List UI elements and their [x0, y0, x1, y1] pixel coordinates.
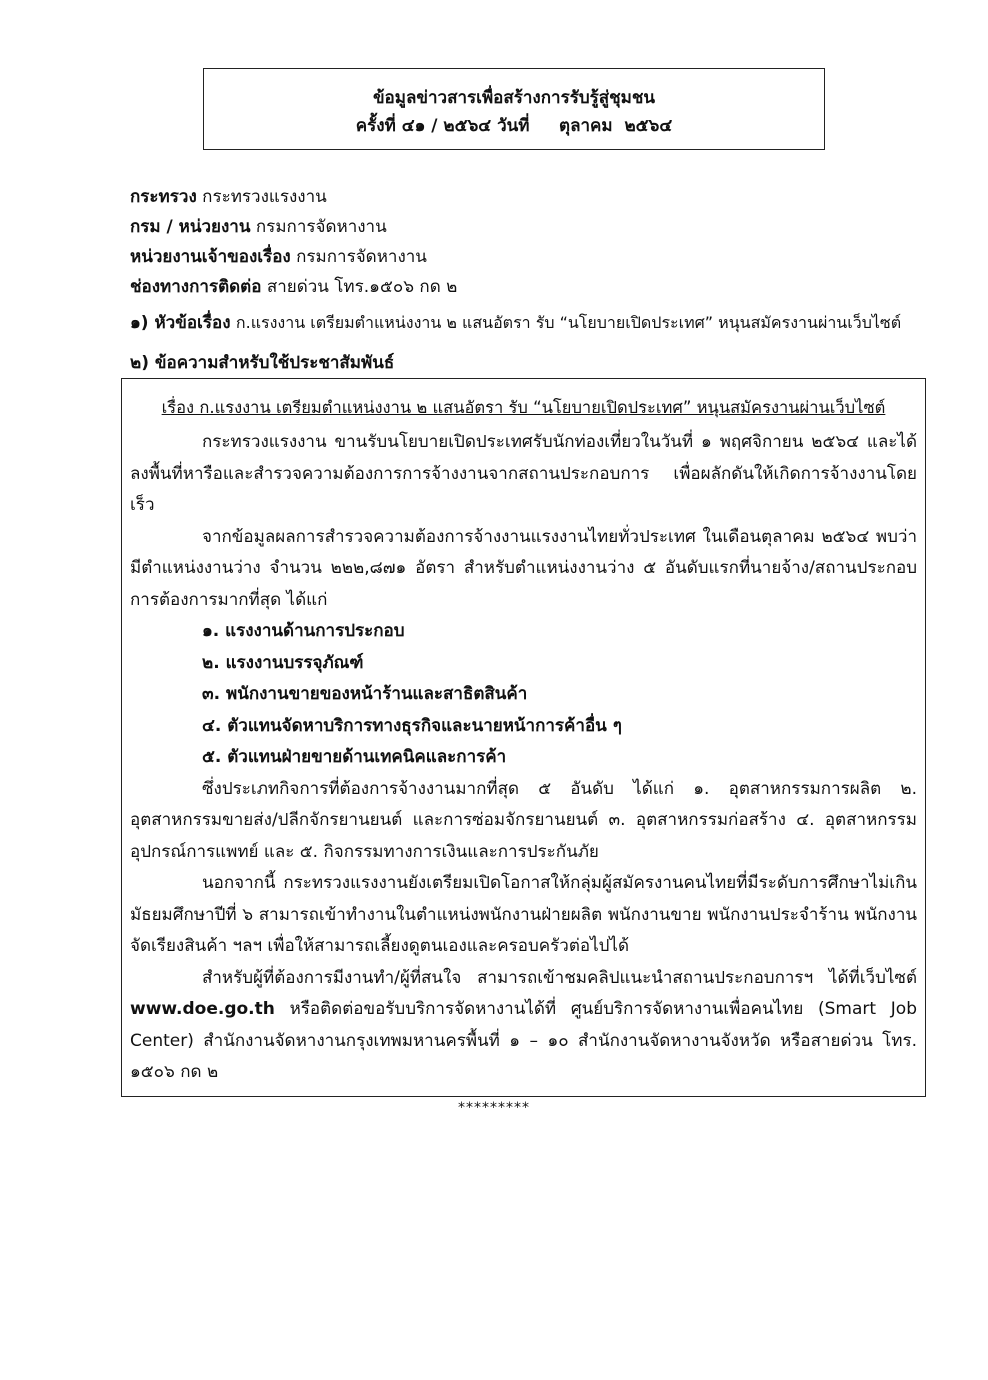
header-issue: ครั้งที่ ๔๑ / ๒๕๖๔ วันที่ ตุลาคม ๒๕๖๔: [355, 116, 673, 136]
list-item: ๓. พนักงานขายของหน้าร้านและสาธิตสินค้า: [202, 684, 528, 704]
meta-ministry: [130, 182, 930, 212]
meta-owner: [130, 242, 930, 272]
paragraph-contact: [130, 963, 917, 1089]
pr-content-box: [121, 378, 926, 1097]
section-pr-heading: ๒) ข้อความสำหรับใช้ประชาสัมพันธ์: [130, 353, 395, 373]
meta-department-label: กรม / หน่วยงาน: [130, 217, 251, 237]
top-jobs-list: [130, 616, 917, 774]
list-item: ๕. ตัวแทนฝ่ายขายด้านเทคนิคและการค้า: [202, 747, 507, 767]
header-title: ข้อมูลข่าวสารเพื่อสร้างการรับรู้สู่ชุมชน: [372, 88, 656, 108]
section-topic: [130, 308, 901, 338]
footer-separator: *********: [458, 1100, 530, 1116]
paragraph-industries: ซึ่งประเภทกิจการที่ต้องการจ้างงานมากที่สุด ๕ อันดับ ได้แก่ ๑. อุตสาหกรรมการผลิต ๒. อุตสาหกรรมขายส่ง/ปลีกจักรยานยนต์ และการซ่อมจักรยานยนต์ ๓. อุตสาหกรรมก่อสร้าง ๔. อุตสาหกรรมอุปกรณ์การแพทย์ และ ๕. กิจกรรมทางการเงินและการประกันภัย: [130, 778, 917, 862]
meta-contact: [130, 272, 930, 302]
paragraph-intro: กระทรวงแรงงาน ขานรับนโยบายเปิดประเทศรับนักท่องเที่ยวในวันที่ ๑ พฤศจิกายน ๒๕๖๔ และได้ลงพื้นที่หารือและสำรวจความต้องการการจ้างงานจากสถานประกอบการ เพื่อผลักดันให้เกิดการจ้างงานโดยเร็ว: [130, 432, 917, 515]
meta-info: [130, 182, 930, 302]
list-item: ๒. แรงงานบรรจุภัณฑ์: [202, 652, 364, 673]
paragraph-survey: จากข้อมูลผลการสำรวจความต้องการจ้างงานแรงงานไทยทั่วประเทศ ในเดือนตุลาคม ๒๕๖๔ พบว่ามีตำแหน่งงานว่าง จำนวน ๒๒๒,๘๗๑ อัตรา สำหรับตำแหน่งงานว่าง ๕ อันดับแรกที่นายจ้าง/สถานประกอบการต้องการมากที่สุด ได้แก่: [130, 526, 917, 610]
meta-contact-value: สายด่วน โทร.๑๕๐๖ กด ๒: [266, 277, 458, 297]
meta-department: [130, 212, 930, 242]
meta-owner-label: หน่วยงานเจ้าของเรื่อง: [130, 247, 291, 267]
paragraph-opportunity: นอกจากนี้ กระทรวงแรงงานยังเตรียมเปิดโอกาสให้กลุ่มผู้สมัครงานคนไทยที่มีระดับการศึกษาไม่เกินมัธยมศึกษาปีที่ ๖ สามารถเข้าทำงานในตำแหน่งพนักงานฝ่ายผลิต พนักงานขาย พนักงานประจำร้าน พนักงานจัดเรียงสินค้า ฯลฯ เพื่อให้สามารถเลี้ยงดูตนเองและครอบครัวต่อไปได้: [130, 873, 917, 956]
story-title: เรื่อง ก.แรงงาน เตรียมตำแหน่งงาน ๒ แสนอัตรา รับ “นโยบายเปิดประเทศ” หนุนสมัครงานผ่านเว็บไซต์: [161, 398, 886, 417]
contact-text-pre: สำหรับผู้ที่ต้องการมีงานทำ/ผู้ที่สนใจ สามารถเข้าชมคลิปแนะนำสถานประกอบการฯ ได้ที่เว็บไซต์: [202, 967, 917, 988]
header-box: [203, 68, 825, 150]
meta-ministry-label: กระทรวง: [130, 187, 197, 207]
meta-owner-value: กรมการจัดหางาน: [296, 247, 427, 267]
meta-contact-label: ช่องทางการติดต่อ: [130, 277, 262, 297]
meta-department-value: กรมการจัดหางาน: [255, 217, 387, 237]
meta-ministry-value: กระทรวงแรงงาน: [202, 187, 327, 207]
list-item: ๑. แรงงานด้านการประกอบ: [202, 621, 405, 641]
website-link[interactable]: www.doe.go.th: [130, 999, 275, 1019]
section-topic-label: ๑) หัวข้อเรื่อง: [130, 313, 231, 333]
section-topic-value: ก.แรงงาน เตรียมตำแหน่งงาน ๒ แสนอัตรา รับ “นโยบายเปิดประเทศ” หนุนสมัครงานผ่านเว็บไซต์: [235, 313, 902, 332]
list-item: ๔. ตัวแทนจัดหาบริการทางธุรกิจและนายหน้าการค้าอื่น ๆ: [202, 715, 622, 736]
contact-text-post: หรือติดต่อขอรับบริการจัดหางานได้ที่ ศูนย์บริการจัดหางานเพื่อคนไทย (Smart Job Center) สำนักงานจัดหางานกรุงเทพมหานครพื้นที่ ๑ – ๑๐ สำนักงานจัดหางานจังหวัด หรือสายด่วน โทร. ๑๕๐๖ กด ๒: [130, 999, 917, 1082]
